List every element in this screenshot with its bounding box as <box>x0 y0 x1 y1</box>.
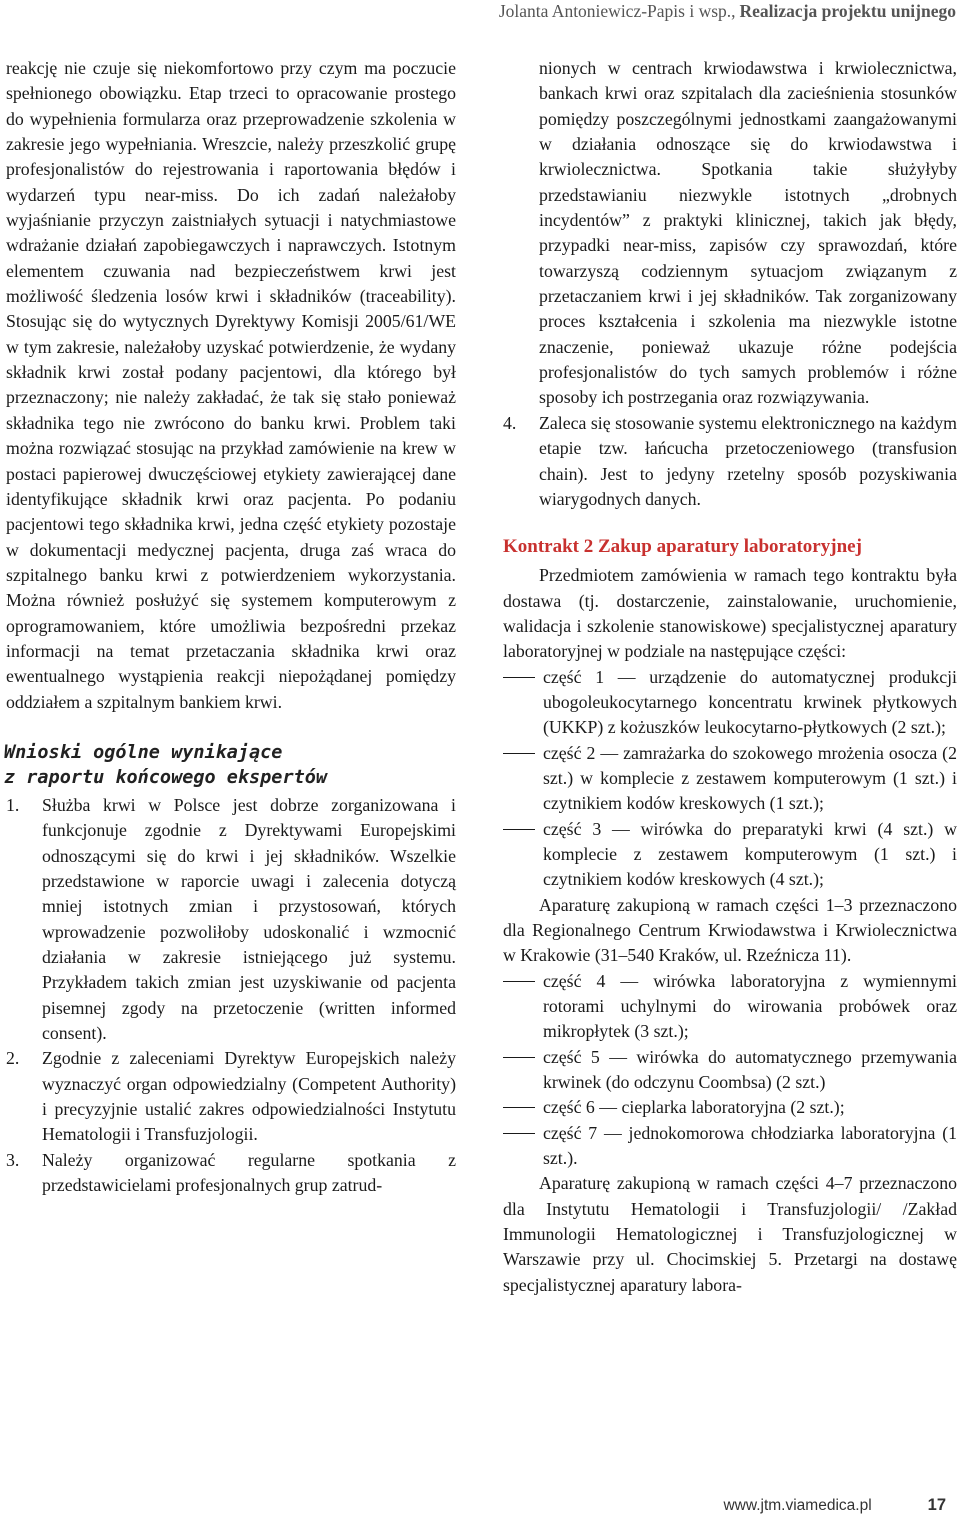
journal-url[interactable]: www.jtm.viamedica.pl <box>723 1497 872 1514</box>
conclusion-text: Należy organizować regularne spotkania z przedstawicielami profesjonalnych grup zatrud- <box>42 1149 456 1196</box>
part-item <box>503 1095 957 1120</box>
dash-marker <box>503 677 535 678</box>
page-number: 17 <box>927 1496 946 1514</box>
part-item <box>503 1121 957 1172</box>
kontrakt-heading: Kontrakt 2 Zakup aparatury laboratoryjnej <box>503 536 862 558</box>
conclusion-text: Zaleca się stosowanie systemu elektronicznego na każdym etapie tzw. łańcucha przetoczeniowego (transfusion chain). Jest to jedyny rzetelny sposób pozyskiwania wiarygodnych danych. <box>539 412 957 509</box>
part-item <box>503 665 957 741</box>
conclusion-item-3-continuation: nionych w centrach krwiodawstwa i krwiolecznictwa, bankach krwi oraz szpitalach dla zacieśnienia stosunków pomiędzy poszczególnymi jednostkami zaangażowanymi w działania odnoszące się do krwiodawstwa i krwiolecznictwa. Spotkania takie służyłyby przedstawianiu niezwykle istotnych „drobnych incydentów” z praktyki klinicznej, takich jak błędy, przypadki near-miss, zapisów czy sprawozdań, które towarzyszą codziennym sytuacjom związanym z przetaczaniem krwi i jej składników. Tak zorganizowany proces kształcenia i szkolenia ma niezwykle istotne znaczenie, ponieważ ukazuje różne podejścia profesjonalistów do tych samych problemów i różne sposoby ich postrzegania oraz rozwiązywania. <box>539 58 957 408</box>
conclusion-item-1 <box>6 793 456 1046</box>
kontrakt-intro: Przedmiotem zamówienia w ramach tego kontraktu była dostawa (tj. dostarczenie, zainstalowanie, uruchomienie, walidacja i szkolenie stanowiskowe) specjalistycznej aparatury laboratoryjnej w podziale na następujące części: <box>503 565 957 662</box>
page-footer <box>723 1496 946 1515</box>
conclusion-item-2 <box>6 1046 456 1147</box>
dash-marker <box>503 1107 535 1108</box>
part-text: część 6 — cieplarka laboratoryjna (2 szt.); <box>543 1097 845 1118</box>
header-authors: Jolanta Antoniewicz-Papis i wsp., <box>498 1 736 21</box>
conclusion-text: Zgodnie z zaleceniami Dyrektyw Europejskich należy wyznaczyć organ odpowiedzialny (Competent Authority) i precyzyjnie ustalić zakres odpowiedzialności Instytutu Hematologii i Transfuzjologii. <box>42 1048 456 1145</box>
parts-list-group-1 <box>503 665 957 893</box>
part-text: część 1 — urządzenie do automatycznej produkcji ubogoleukocytarnego koncentratu krwinek płytkowych (UKKP) z kożuszków leukocytarno-płytkowych (2 szt.); <box>543 666 957 738</box>
conclusion-text: Służba krwi w Polsce jest dobrze zorganizowana i funkcjonuje zgodnie z Dyrektywami Europejskimi odnoszącymi się do krwi i jej składników. Wszelkie przedstawione w raporcie uwagi i zalecenia dotyczą mniej istotnych zmian i przystosowań, których wprowadzenie pozwoliłoby udoskonalić i wzmocnić działania w zakresie istniejącego już systemu. Przykładem takich zmian jest uzyskiwanie od pacjenta pisemnej zgody na przetoczenie (written informed consent). <box>42 794 456 1044</box>
part-text: część 4 — wirówka laboratoryjna z wymiennymi rotorami uchylnymi do wirowania probówek oraz mikropłytek (3 szt.); <box>543 970 957 1042</box>
group-2-note: Aparaturę zakupioną w ramach części 4–7 przeznaczono dla Instytutu Hematologii i Transfuzjologii/ /Zakład Immunologii Hematologicznej i Transfuzjologicznej w Warszawie przy ul. Chocimskiej 5. Przetargi na dostawę specjalistycznej aparatury labora- <box>503 1173 957 1295</box>
conclusions-list <box>6 793 456 1199</box>
part-item <box>503 741 957 817</box>
running-header <box>499 1 956 22</box>
conclusions-heading-line1: Wnioski ogólne wynikające <box>4 741 283 763</box>
group-1-note: Aparaturę zakupioną w ramach części 1–3 przeznaczono dla Regionalnego Centrum Krwiodawstwa i Krwiolecznictwa w Krakowie (31–540 Kraków, ul. Rzeźnicza 11). <box>503 894 957 966</box>
dash-marker <box>503 981 535 982</box>
part-text: część 5 — wirówka do automatycznego przemywania krwinek (do odczynu Coombsa) (2 szt.) <box>543 1046 957 1093</box>
part-text: część 7 — jednokomorowa chłodziarka laboratoryjna (1 szt.). <box>543 1122 957 1169</box>
conclusion-number: 3. <box>6 1149 20 1170</box>
conclusions-heading <box>4 740 456 790</box>
header-title: Realizacja projektu unijnego <box>739 1 956 21</box>
conclusion-item-4 <box>503 411 957 512</box>
dash-marker <box>503 1057 535 1058</box>
conclusions-heading-line2: z raportu końcowego ekspertów <box>4 766 328 788</box>
part-text: część 3 — wirówka do preparatyki krwi (4 szt.) w komplecie z zestawem komputerowym (1 szt.) i czytnikiem kodów kreskowych (4 szt.); <box>543 818 957 890</box>
part-item <box>503 1045 957 1096</box>
parts-list-group-2 <box>503 969 957 1172</box>
conclusion-item-3 <box>6 1148 456 1199</box>
left-column <box>6 56 456 1198</box>
part-item <box>503 969 957 1045</box>
conclusion-number: 4. <box>503 412 517 433</box>
part-item <box>503 817 957 893</box>
dash-marker <box>503 753 535 754</box>
conclusion-number: 1. <box>6 794 20 815</box>
right-column <box>503 56 957 1298</box>
conclusion-number: 2. <box>6 1048 20 1069</box>
dash-marker <box>503 829 535 830</box>
intro-paragraph: reakcję nie czuje się niekomfortowo przy czym ma poczucie spełnionego obowiązku. Etap trzeci to opracowanie prostego do wypełnienia formularza oraz przeprowadzenie szkolenia w zakresie jego wypełniania. Wreszcie, należy przeszkolić grupę profesjonalistów do rejestrowania i raportowania błędów i wydarzeń typu near-miss. Do ich zadań należałoby wyjaśnianie przyczyn zaistniałych sytuacji i natychmiastowe wdrażanie działań zapobiegawczych i naprawczych. Istotnym elementem czuwania nad bezpieczeństwem krwi jest możliwość śledzenia losów krwi i składników (traceability). Stosując się do wytycznych Dyrektywy Komisji 2005/61/WE w tym zakresie, należałoby uzyskać potwierdzenie, że wydany składnik krwi został podany pacjentowi, dla którego był przeznaczony; nie należy zakładać, że tak się stało ponieważ składnika tego nie zwrócono do banku krwi. Problem taki można rozwiązać stosując na przykład zamówienie na krew w postaci papierowej dwuczęściowej etykiety zawierającej dane identyfikujące składnik krwi oraz pacjenta. Po podaniu pacjentowi tego składnika krwi, jedna część etykiety pozostaje w dokumentacji medycznej pacjenta, druga zaś wraca do szpitalnego banku krwi z potwierdzeniem wykorzystania. Można również posłużyć się systemem komputerowym z oprogramowaniem, które umożliwia bezpośredni przekaz informacji na temat przetaczania składnika krwi oraz ewentualnego wystąpienia reakcji niepożądanej pomiędzy oddziałem a szpitalnym bankiem krwi. <box>6 58 456 712</box>
part-text: część 2 — zamrażarka do szokowego mrożenia osocza (2 szt.) w komplecie z zestawem komputerowym (1 szt.) i czytnikiem kodów kreskowych (1 szt.); <box>543 742 957 814</box>
dash-marker <box>503 1133 535 1134</box>
